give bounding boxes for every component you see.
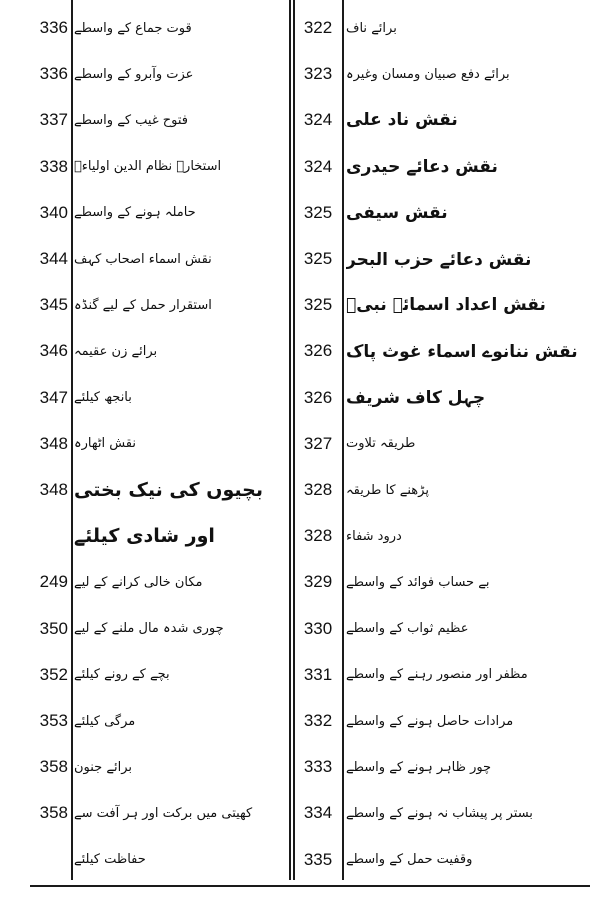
table-row: [0, 327, 603, 375]
entry-title-left: نقش اسماء اصحاب کہف: [74, 251, 212, 267]
page-number-left: 358: [39, 757, 68, 777]
table-row: [0, 281, 603, 329]
entry-title-right: چور ظاہر ہونے کے واسطے: [346, 759, 492, 775]
entry-title-left: کھیتی میں برکت اور ہر آفت سے: [74, 805, 253, 821]
entry-title-left: مکان خالی کرانے کے لیے: [74, 574, 203, 590]
page-number-middle: 325: [303, 249, 333, 268]
page-number-middle: 330: [303, 618, 333, 638]
entry-title-right: نقش ناد علی: [346, 110, 458, 131]
entry-title-right: نقش اعداد اسمائے نبیؐ: [346, 295, 546, 316]
entry-title-left: بچیوں کی نیک بختی: [74, 479, 263, 501]
entry-title-left: فتوح غیب کے واسطے: [74, 112, 188, 128]
entry-title-left: بانجھ کیلئے: [74, 390, 132, 406]
page-number-left: 346: [39, 341, 68, 361]
bottom-rule: [30, 885, 590, 887]
page-number-middle: 326: [303, 387, 333, 407]
entry-title-right: نقش دعائے حیدری: [346, 157, 498, 178]
table-row: [0, 420, 603, 468]
entry-title-left: اور شادی کیلئے: [74, 525, 215, 548]
entry-title-left: استخارہ نظام الدین اولیاءؒ: [74, 159, 222, 175]
page-number-middle: 325: [303, 202, 333, 222]
page-number-middle: 326: [303, 341, 333, 361]
entry-title-left: عزت وآبرو کے واسطے: [74, 66, 194, 82]
table-row: [0, 743, 603, 791]
entry-title-right: برائے دفع صبیان ومسان وغیرہ: [346, 66, 510, 82]
page-number-middle: 327: [303, 433, 333, 453]
page-number-middle: 333: [303, 757, 333, 777]
entry-title-left: مرگی کیلئے: [74, 713, 136, 729]
page-number-middle: 335: [303, 849, 333, 869]
page-number-middle: 331: [303, 664, 333, 684]
page-number-left: 337: [39, 110, 68, 130]
table-row: [0, 789, 603, 837]
entry-title-right: مظفر اور منصور رہنے کے واسطے: [346, 667, 528, 683]
entry-title-left: چوری شدہ مال ملنے کے لیے: [74, 621, 224, 637]
page-number-left: 344: [39, 249, 68, 268]
entry-title-left: استقرار حمل کے لیے گنڈہ: [74, 297, 212, 313]
page-number-left: 340: [39, 202, 68, 222]
table-row: [0, 466, 603, 514]
page-number-left: 358: [39, 803, 68, 823]
entry-title-right: چہل کاف شریف: [346, 388, 486, 409]
entry-title-left: برائے زن عقیمہ: [74, 343, 158, 359]
page-number-left: 347: [39, 387, 68, 407]
table-row: [0, 836, 603, 884]
page-number-left: 350: [39, 618, 68, 638]
table-row: [0, 651, 603, 699]
entry-title-right: درود شفاء: [346, 528, 402, 544]
entry-title-left: حاملہ ہونے کے واسطے: [74, 205, 196, 221]
page-number-middle: 324: [303, 156, 333, 176]
page-number-left: [0, 512, 70, 560]
entry-title-right: عظیم ثواب کے واسطے: [346, 621, 469, 637]
page-number-middle: 324: [303, 110, 333, 130]
page-number-middle: 323: [303, 64, 333, 84]
page-number-left: 348: [39, 480, 68, 499]
table-row: [0, 697, 603, 745]
page-number-left: 336: [39, 64, 68, 84]
entry-title-left: نقش اٹھارہ: [74, 436, 136, 452]
page-number-left: 352: [39, 664, 68, 684]
page-number-left: 348: [39, 433, 68, 453]
page-number-left: 345: [39, 295, 68, 315]
entry-title-right: پڑھنے کا طریقہ: [346, 482, 429, 498]
entry-title-right: وقفیت حمل کے واسطے: [346, 852, 473, 868]
entry-title-left: حفاظت کیلئے: [74, 852, 146, 868]
page-number-middle: 322: [303, 18, 333, 37]
entry-title-right: بے حساب فوائد کے واسطے: [346, 574, 490, 590]
entry-title-right: نقش سیفی: [346, 202, 448, 223]
page-number-middle: 328: [303, 526, 333, 546]
entry-title-right: برائے ناف: [346, 20, 397, 36]
table-row: [0, 605, 603, 653]
entry-title-right: مرادات حاصل ہونے کے واسطے: [346, 713, 514, 729]
table-row: [0, 235, 603, 283]
page-number-middle: 329: [303, 572, 333, 592]
page-number-left: 249: [39, 572, 68, 592]
table-row: [0, 50, 603, 98]
table-row: [0, 4, 603, 52]
entry-title-right: طریقہ تلاوت: [346, 436, 416, 452]
table-row: [0, 143, 603, 191]
page-number-left: [0, 836, 70, 884]
entry-title-right: بستر پر پیشاب نہ ہونے کے واسطے: [346, 805, 533, 821]
entry-title-right: نقش ننانوے اسماء غوث پاک: [346, 341, 578, 362]
page-number-middle: 332: [303, 711, 333, 730]
page-number-middle: 328: [303, 480, 333, 499]
page-number-left: 338: [39, 156, 68, 176]
page-number-left: 336: [39, 18, 68, 37]
page-number-middle: 334: [303, 803, 333, 823]
page-number-left: 353: [39, 711, 68, 730]
table-row: [0, 96, 603, 144]
table-row: [0, 512, 603, 560]
entry-title-left: بچے کے رونے کیلئے: [74, 667, 170, 683]
entry-title-right: نقش دعائے حزب البحر: [346, 249, 532, 270]
entry-title-left: قوت جماع کے واسطے: [74, 20, 192, 36]
table-row: [0, 558, 603, 606]
page-number-middle: 325: [303, 295, 333, 315]
table-row: [0, 189, 603, 237]
table-row: [0, 374, 603, 422]
entry-title-left: برائے جنون: [74, 759, 132, 775]
